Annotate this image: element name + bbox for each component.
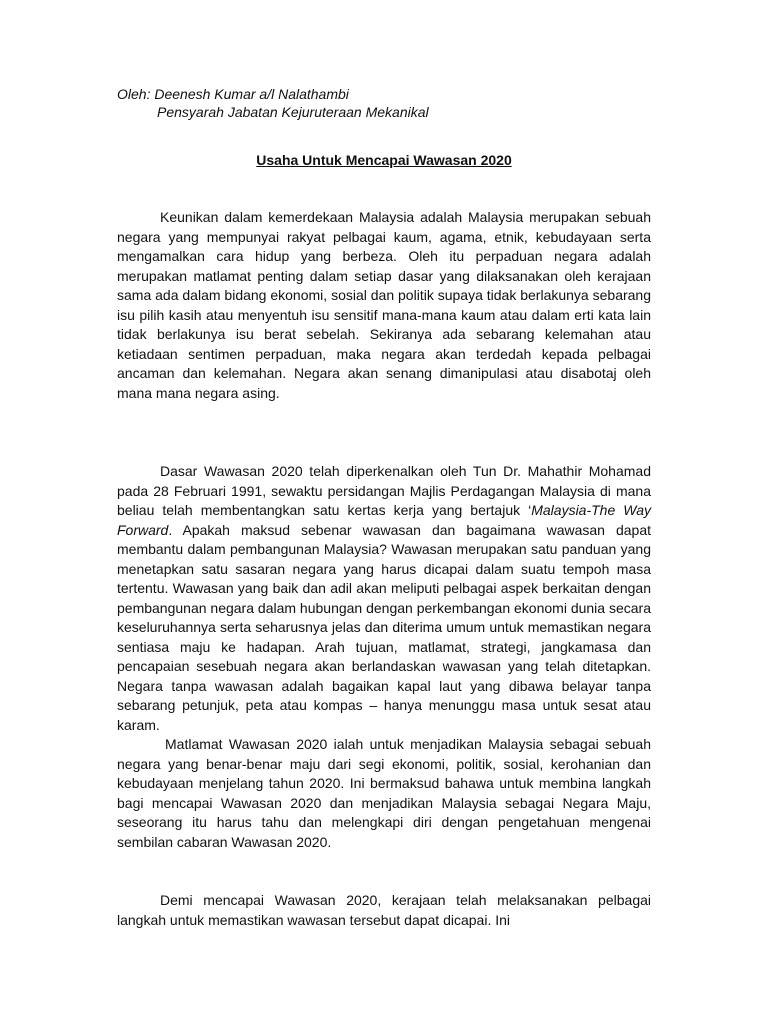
paragraph-2-text-end: . Apakah maksud sebenar wawasan dan bagaimana wawasan dapat membantu dalam pembangunan Malaysia? Wawasan merupakan satu panduan yang menetapkan satu sasaran negara yang harus dicapai dalam suatu tempoh masa tertentu. Wawasan yang baik dan adil akan meliputi pelbagai aspek berkaitan dengan pembangunan negara dalam hubungan dengan perkembangan ekonomi dunia secara keseluruhannya serta seharusnya jelas dan diterima umum untuk memastikan negara sentiasa maju ke hadapan. Arah tujuan, matlamat, strategi, jangkamasa dan pencapaian sesebuah negara akan berlandaskan wawasan yang telah ditetapkan. Negara tanpa wawasan adalah bagaikan kapal laut yang dibawa belayar tanpa sebarang petunjuk, peta atau kompas – hanya menunggu masa untuk sesat atau karam. <box>117 521 651 733</box>
paragraph-3: Matlamat Wawasan 2020 ialah untuk menjadikan Malaysia sebagai sebuah negara yang benar-benar maju dari segi ekonomi, politik, sosial, kerohanian dan kebudayaan menjelang tahun 2020. Ini bermaksud bahawa untuk membina langkah bagi mencapai Wawasan 2020 dan menjadikan Malaysia sebagai Negara Maju, seseorang itu harus tahu dan melengkapi diri dengan pengetahuan mengenai sembilan cabaran Wawasan 2020. <box>117 736 651 850</box>
paragraph-4: Demi mencapai Wawasan 2020, kerajaan telah melaksanakan pelbagai langkah untuk memastikan wawasan tersebut dapat dicapai. Ini <box>117 892 651 928</box>
document-title: Usaha Untuk Mencapai Wawasan 2020 <box>256 152 512 168</box>
paragraph-2 <box>117 462 651 735</box>
author-position: Pensyarah Jabatan Kejuruteraan Mekanikal <box>157 104 429 120</box>
author-line: Oleh: Deenesh Kumar a/l Nalathambi <box>117 86 349 102</box>
paragraph-1: Keunikan dalam kemerdekaan Malaysia adalah Malaysia merupakan sebuah negara yang mempunyai rakyat pelbagai kaum, agama, etnik, kebudayaan serta mengamalkan cara hidup yang berbeza. Oleh itu perpaduan negara adalah merupakan matlamat penting dalam setiap dasar yang dilaksanakan oleh kerajaan sama ada dalam bidang ekonomi, sosial dan politik supaya tidak berlakunya sebarang isu pilih kasih atau menyentuh isu sensitif mana-mana kaum atau dalam erti kata lain tidak berlakunya isu berat sebelah. Sekiranya ada sebarang kelemahan atau ketiadaan sentimen perpaduan, maka negara akan terdedah kepada pelbagai ancaman dan kelemahan. Negara akan senang dimanipulasi atau disabotaj oleh mana mana negara asing. <box>117 209 651 401</box>
paragraph-2-emphasis: Malaysia-The Way Forward <box>117 502 651 538</box>
paragraph-2-text-start: Dasar Wawasan 2020 telah diperkenalkan oleh Tun Dr. Mahathir Mohamad pada 28 Februari 1991, sewaktu persidangan Majlis Perdagangan Malaysia di mana beliau telah membentangkan satu kertas kerja yang bertajuk ‘ <box>117 463 651 518</box>
